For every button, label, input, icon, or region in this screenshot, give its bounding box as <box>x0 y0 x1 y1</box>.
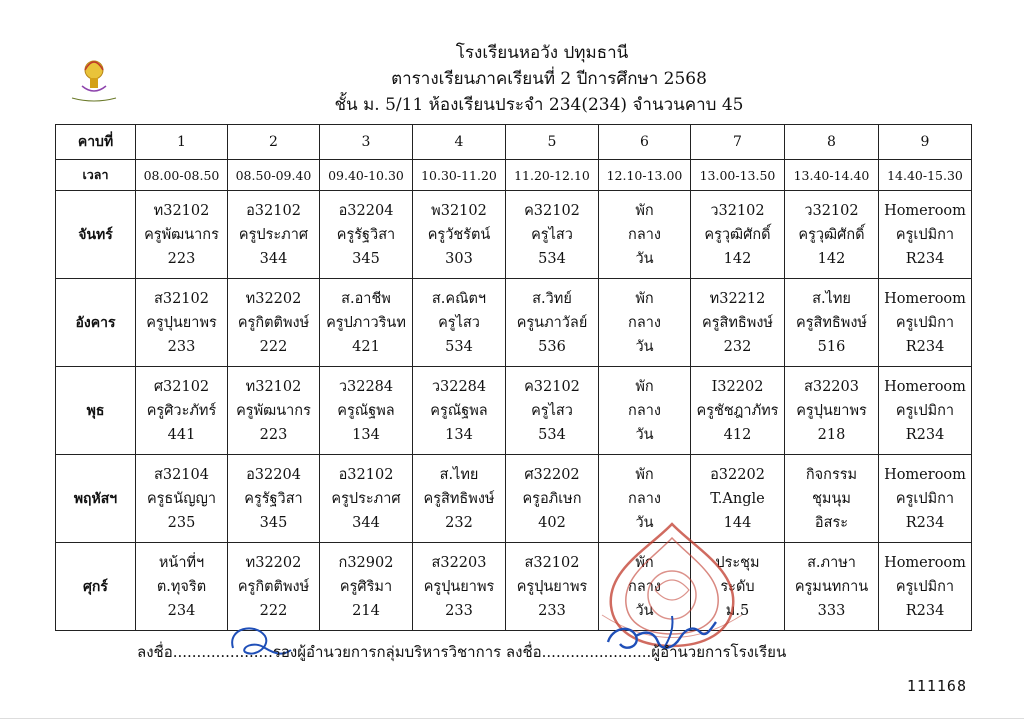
subject-code: หน้าที่ฯ <box>158 554 205 571</box>
subject-code: อ32204 <box>246 466 301 483</box>
day-row <box>56 543 972 631</box>
timetable <box>55 124 972 631</box>
teacher-name: ระดับ <box>720 578 755 595</box>
period-number: 3 <box>320 125 413 160</box>
teacher-name: ครูไสว <box>438 314 480 331</box>
class-slot <box>785 543 879 631</box>
day-name: จันทร์ <box>56 191 136 279</box>
subject-code: อ32202 <box>710 466 765 483</box>
class-slot <box>691 455 785 543</box>
subject-code: พัก <box>635 290 654 307</box>
subject-code: ท32202 <box>245 554 302 571</box>
day-row <box>56 191 972 279</box>
room-number: 134 <box>445 426 473 443</box>
room-number: 402 <box>538 514 566 531</box>
subject-code: ส.วิทย์ <box>532 290 572 307</box>
subject-code: พัก <box>635 378 654 395</box>
time-slot: 14.40-15.30 <box>879 160 972 191</box>
subject-code: ว32102 <box>710 202 765 219</box>
class-slot <box>599 367 691 455</box>
period-number: 8 <box>785 125 879 160</box>
subject-code: Homeroom <box>884 290 966 307</box>
room-number: R234 <box>905 250 945 267</box>
room-number: 223 <box>259 426 288 443</box>
class-slot <box>320 367 413 455</box>
teacher-name: ครูมนทกาน <box>794 578 869 595</box>
class-slot <box>691 543 785 631</box>
room-number: 303 <box>445 250 473 267</box>
subject-code: Homeroom <box>884 466 966 483</box>
teacher-name: ครูวุฒิศักดิ์ <box>704 226 771 243</box>
room-number: 333 <box>817 602 846 619</box>
room-number: วัน <box>635 514 654 531</box>
class-slot <box>785 279 879 367</box>
class-slot <box>599 191 691 279</box>
class-slot <box>413 191 506 279</box>
time-label: เวลา <box>56 160 136 191</box>
subject-code: ส.ไทย <box>812 290 851 307</box>
teacher-name: ครูนภาวัลย์ <box>516 314 588 331</box>
teacher-name: ครูกิตติพงษ์ <box>237 314 310 331</box>
period-number: 5 <box>506 125 599 160</box>
room-number: 142 <box>723 250 752 267</box>
class-slot <box>320 543 413 631</box>
subject-code: พัก <box>635 554 654 571</box>
subject-code: ก32902 <box>338 554 394 571</box>
class-slot <box>879 279 972 367</box>
day-name: พฤหัสฯ <box>56 455 136 543</box>
period-number: 4 <box>413 125 506 160</box>
period-number: 1 <box>136 125 228 160</box>
teacher-name: ครูอภิเษก <box>522 490 582 507</box>
room-number: 345 <box>259 514 288 531</box>
room-number: 421 <box>352 338 380 355</box>
room-number: 223 <box>167 250 196 267</box>
teacher-name: ต.ทุจริต <box>156 578 207 595</box>
subject-code: พัก <box>635 466 654 483</box>
room-number: 222 <box>259 602 288 619</box>
room-number: 234 <box>167 602 196 619</box>
class-slot <box>599 279 691 367</box>
subject-code: อ32102 <box>338 466 394 483</box>
room-number: วัน <box>635 338 654 355</box>
period-number: 9 <box>879 125 972 160</box>
subject-code: ส.ภาษา <box>807 554 856 571</box>
subject-code: ส32203 <box>804 378 859 395</box>
teacher-name: กลาง <box>628 490 661 507</box>
class-slot <box>228 455 320 543</box>
room-number: 233 <box>445 602 473 619</box>
teacher-name: ครูไสว <box>531 402 573 419</box>
class-slot <box>413 279 506 367</box>
period-row <box>56 125 972 160</box>
teacher-name: กลาง <box>628 314 661 331</box>
period-number: 7 <box>691 125 785 160</box>
day-name: พุธ <box>56 367 136 455</box>
room-number: 345 <box>352 250 380 267</box>
time-slot: 09.40-10.30 <box>320 160 413 191</box>
subject-code: อ32102 <box>246 202 301 219</box>
room-number: 218 <box>817 426 846 443</box>
room-number: วัน <box>635 602 654 619</box>
room-number: 441 <box>167 426 196 443</box>
subject-code: กิจกรรม <box>805 466 858 483</box>
teacher-name: ครูประภาศ <box>238 226 309 243</box>
day-row <box>56 279 972 367</box>
class-slot <box>136 191 228 279</box>
teacher-name: ครูประภาศ <box>331 490 401 507</box>
teacher-name: ครูศิวะภัทร์ <box>146 402 217 419</box>
room-number: 534 <box>445 338 473 355</box>
subject-code: ส32104 <box>154 466 209 483</box>
class-slot <box>506 455 599 543</box>
room-number: 214 <box>352 602 380 619</box>
room-number: 534 <box>538 426 566 443</box>
class-slot <box>320 191 413 279</box>
room-number: อิสระ <box>814 514 849 531</box>
teacher-name: ครูปุนยาพร <box>796 402 867 419</box>
subject-code: ส.คณิตฯ <box>431 290 487 307</box>
subject-code: Homeroom <box>884 554 966 571</box>
teacher-name: ครูณัฐพล <box>337 402 395 419</box>
subject-code: ประชุม <box>715 554 760 571</box>
day-name: ศุกร์ <box>56 543 136 631</box>
teacher-name: ครูสิทธิพงษ์ <box>702 314 773 331</box>
document-header <box>0 40 1024 118</box>
class-slot <box>320 279 413 367</box>
class-slot <box>136 367 228 455</box>
class-slot <box>785 455 879 543</box>
subject-code: ท32102 <box>245 378 302 395</box>
class-slot <box>228 367 320 455</box>
subject-code: พ32102 <box>431 202 487 219</box>
teacher-name: ครูเปมิกา <box>895 402 955 419</box>
room-number: 144 <box>723 514 752 531</box>
room-number: 516 <box>817 338 846 355</box>
room-number: 412 <box>723 426 752 443</box>
term-title: ตารางเรียนภาคเรียนที่ 2 ปีการศึกษา 2568 <box>391 69 707 89</box>
teacher-name: T.Angle <box>710 490 765 507</box>
subject-code: ท32102 <box>153 202 210 219</box>
room-number: 142 <box>817 250 846 267</box>
room-number: R234 <box>905 426 945 443</box>
room-number: วัน <box>635 426 654 443</box>
class-slot <box>879 455 972 543</box>
teacher-name: ครูรัฐวิสา <box>244 490 303 507</box>
room-number: 232 <box>445 514 473 531</box>
room-number: 233 <box>538 602 566 619</box>
room-number: 232 <box>723 338 752 355</box>
class-slot <box>785 367 879 455</box>
class-info: ชั้น ม. 5/11 ห้องเรียนประจำ 234(234) จำนวนคาบ 45 <box>334 95 744 115</box>
subject-code: Homeroom <box>884 378 966 395</box>
subject-code: ว32284 <box>338 378 394 395</box>
teacher-name: ครูสิทธิพงษ์ <box>796 314 867 331</box>
class-slot <box>785 191 879 279</box>
subject-code: ส.อาชีพ <box>341 290 391 307</box>
subject-code: I32202 <box>711 378 764 395</box>
class-slot <box>879 543 972 631</box>
teacher-name: ครูศิริมา <box>339 578 393 595</box>
room-number: ม.5 <box>725 602 750 619</box>
class-slot <box>228 543 320 631</box>
teacher-name: ครูพัฒนากร <box>236 402 311 419</box>
room-number: R234 <box>905 602 945 619</box>
teacher-name: ครูปุนยาพร <box>146 314 217 331</box>
subject-code: ว32284 <box>431 378 487 395</box>
teacher-name: ครูชัชฎาภัทร <box>696 402 779 419</box>
time-slot: 08.00-08.50 <box>136 160 228 191</box>
room-number: 134 <box>352 426 380 443</box>
class-slot <box>599 455 691 543</box>
teacher-name: ครูธนัญญา <box>146 490 217 507</box>
teacher-name: ครูปุนยาพร <box>516 578 588 595</box>
teacher-name: กลาง <box>628 226 661 243</box>
room-number: วัน <box>635 250 654 267</box>
room-number: 235 <box>167 514 196 531</box>
time-slot: 08.50-09.40 <box>228 160 320 191</box>
class-slot <box>413 455 506 543</box>
teacher-name: ครูปุนยาพร <box>423 578 495 595</box>
teacher-name: ครูปภาวรินท <box>326 314 406 331</box>
teacher-name: ครูสิทธิพงษ์ <box>423 490 495 507</box>
teacher-name: ครูวุฒิศักดิ์ <box>798 226 865 243</box>
teacher-name: ครูเปมิกา <box>895 314 955 331</box>
room-number: 536 <box>538 338 566 355</box>
room-number: 344 <box>259 250 288 267</box>
class-slot <box>413 543 506 631</box>
page-edge-divider <box>0 718 1024 719</box>
period-number: 2 <box>228 125 320 160</box>
room-number: 534 <box>538 250 566 267</box>
subject-code: ศ32202 <box>524 466 580 483</box>
class-slot <box>691 367 785 455</box>
room-number: R234 <box>905 514 945 531</box>
period-number: 6 <box>599 125 691 160</box>
subject-code: ส.ไทย <box>439 466 479 483</box>
class-slot <box>506 279 599 367</box>
subject-code: ส32102 <box>154 290 209 307</box>
room-number: 233 <box>167 338 196 355</box>
teacher-name: ครูไสว <box>531 226 573 243</box>
teacher-name: ครูกิตติพงษ์ <box>237 578 310 595</box>
room-number: 344 <box>352 514 380 531</box>
document-code: 111168 <box>906 677 967 695</box>
subject-code: พัก <box>635 202 654 219</box>
teacher-name: ครูพัฒนากร <box>144 226 219 243</box>
class-slot <box>599 543 691 631</box>
class-slot <box>879 191 972 279</box>
class-slot <box>506 367 599 455</box>
class-slot <box>136 279 228 367</box>
class-slot <box>506 543 599 631</box>
class-slot <box>320 455 413 543</box>
class-slot <box>691 279 785 367</box>
day-row <box>56 367 972 455</box>
class-slot <box>228 191 320 279</box>
class-slot <box>506 191 599 279</box>
class-slot <box>136 455 228 543</box>
subject-code: Homeroom <box>884 202 966 219</box>
subject-code: ค32102 <box>524 378 580 395</box>
class-slot <box>136 543 228 631</box>
teacher-name: ครูรัฐวิสา <box>336 226 396 243</box>
subject-code: ท32212 <box>709 290 766 307</box>
subject-code: อ32204 <box>338 202 394 219</box>
teacher-name: ครูณัฐพล <box>430 402 488 419</box>
time-slot: 13.00-13.50 <box>691 160 785 191</box>
subject-code: ว32102 <box>804 202 859 219</box>
time-row <box>56 160 972 191</box>
school-name: โรงเรียนหอวัง ปทุมธานี <box>455 43 629 63</box>
teacher-name: กลาง <box>628 402 661 419</box>
time-slot: 10.30-11.20 <box>413 160 506 191</box>
time-slot: 13.40-14.40 <box>785 160 879 191</box>
time-slot: 11.20-12.10 <box>506 160 599 191</box>
time-slot: 12.10-13.00 <box>599 160 691 191</box>
period-label: คาบที่ <box>56 125 136 160</box>
teacher-name: ครูเปมิกา <box>895 578 955 595</box>
subject-code: ค32102 <box>524 202 580 219</box>
signature-line: ลงชื่อ.....................รองผู้อำนวยการกลุ่มบริหารวิชาการ ลงชื่อ.......................ผู้อำนวยการโรงเรียน <box>137 643 787 661</box>
class-slot <box>691 191 785 279</box>
day-row <box>56 455 972 543</box>
teacher-name: ชุมนุม <box>812 490 851 507</box>
teacher-name: ครูเปมิกา <box>895 226 955 243</box>
teacher-name: ครูเปมิกา <box>895 490 955 507</box>
subject-code: ส32102 <box>524 554 580 571</box>
teacher-name: กลาง <box>628 578 661 595</box>
subject-code: ท32202 <box>245 290 302 307</box>
teacher-name: ครูวัชรัตน์ <box>427 226 491 243</box>
day-name: อังคาร <box>56 279 136 367</box>
class-slot <box>228 279 320 367</box>
class-slot <box>413 367 506 455</box>
subject-code: ส32203 <box>431 554 487 571</box>
room-number: 222 <box>259 338 288 355</box>
subject-code: ศ32102 <box>153 378 210 395</box>
class-slot <box>879 367 972 455</box>
room-number: R234 <box>905 338 945 355</box>
